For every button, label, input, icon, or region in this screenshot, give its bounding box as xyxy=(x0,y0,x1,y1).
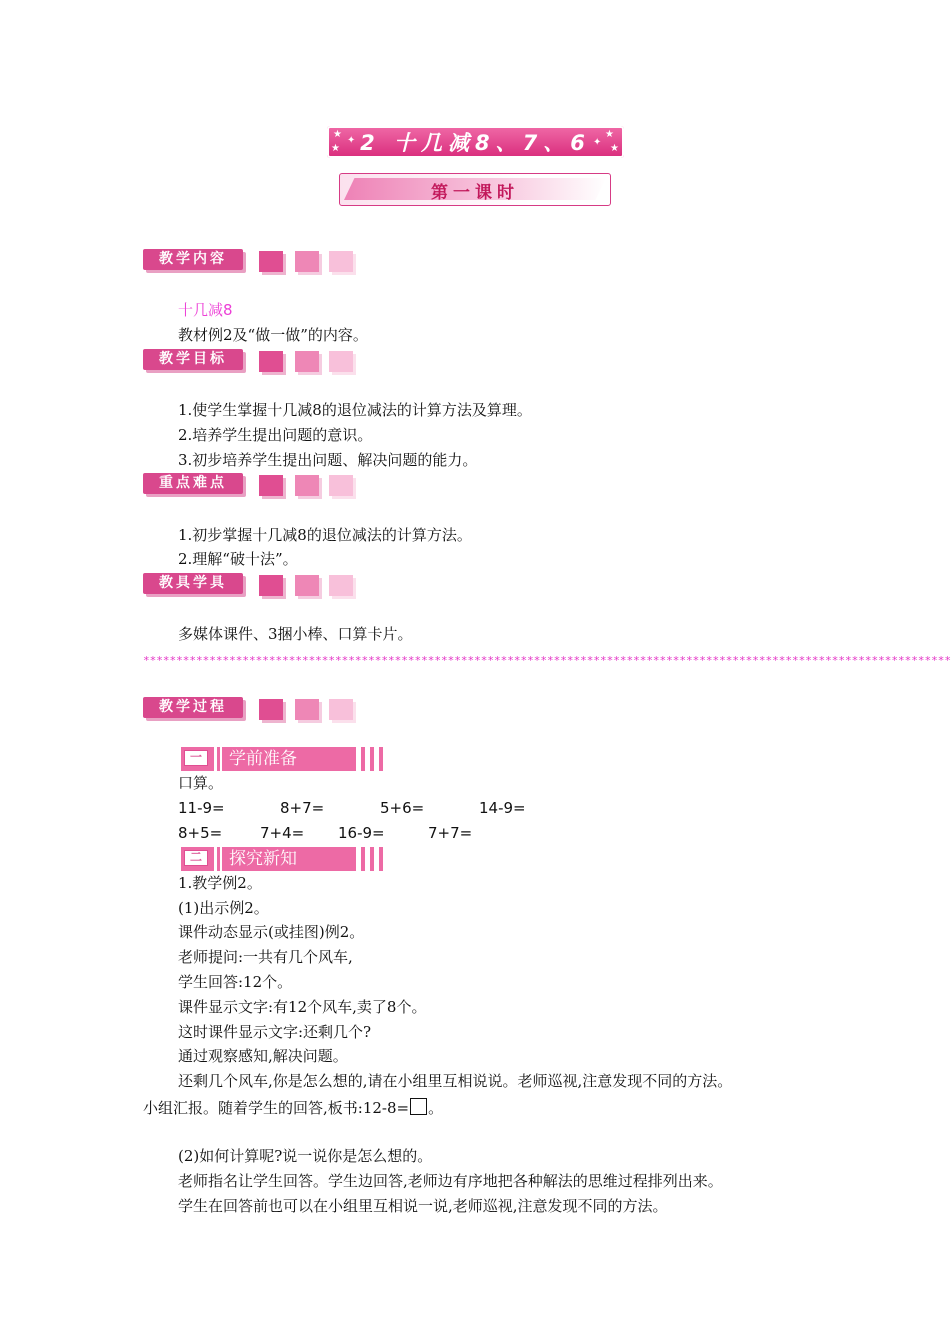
step-title: 学前准备 xyxy=(229,749,297,769)
oral-calc-item: 8+7= xyxy=(280,799,325,817)
step2-line: 课件显示文字:有12个风车,卖了8个。 xyxy=(178,998,427,1016)
oral-calc-item: 8+5= xyxy=(178,824,223,842)
step2-line: 老师提问:一共有几个风车, xyxy=(178,948,353,966)
goal-item: 3.初步培养学生提出问题、解决问题的能力。 xyxy=(178,451,478,469)
decor-square xyxy=(295,251,319,272)
star-icon: ★ xyxy=(610,143,625,154)
oral-calc-item: 5+6= xyxy=(380,799,425,817)
step1-intro: 口算。 xyxy=(178,774,224,792)
star-icon: ★ xyxy=(331,143,346,154)
step-number: 二 xyxy=(184,850,208,866)
goal-item: 1.使学生掌握十几减8的退位减法的计算方法及算理。 xyxy=(178,401,532,419)
step2-line: 这时课件显示文字:还剩几个? xyxy=(178,1023,372,1041)
section-label: 教学内容 xyxy=(143,249,243,270)
step2-paragraph: 还剩几个风车,你是怎么想的,请在小组里互相说说。老师巡视,注意发现不同的方法。 xyxy=(178,1072,733,1090)
decor-square xyxy=(329,351,353,372)
lesson-label-box xyxy=(339,173,611,206)
section-label: 重点难点 xyxy=(143,473,243,494)
content-text: 教材例2及“做一做”的内容。 xyxy=(178,326,368,344)
star-icon: ✦ xyxy=(347,135,362,146)
oral-calc-item: 16-9= xyxy=(338,824,385,842)
decor-square xyxy=(295,475,319,496)
section-label: 教具学具 xyxy=(143,573,243,594)
step-title: 探究新知 xyxy=(229,849,297,869)
step2-line: 学生在回答前也可以在小组里互相说一说,老师巡视,注意发现不同的方法。 xyxy=(178,1197,668,1215)
step2-line: 课件动态显示(或挂图)例2。 xyxy=(178,923,365,941)
decor-square xyxy=(259,251,283,272)
chapter-title: 2 十几减8、7、6 xyxy=(360,131,591,155)
decor-square xyxy=(329,575,353,596)
star-icon: ✦ xyxy=(593,137,608,148)
decor-square xyxy=(295,351,319,372)
goal-item: 2.培养学生提出问题的意识。 xyxy=(178,426,373,444)
step-header-1 xyxy=(181,747,400,771)
content-subtitle: 十几减8 xyxy=(178,301,233,319)
lesson-label: 第一课时 xyxy=(431,183,519,203)
step2-line: 通过观察感知,解决问题。 xyxy=(178,1047,348,1065)
step2-line: 1.教学例2。 xyxy=(178,874,262,892)
decor-square xyxy=(329,475,353,496)
section-label: 教学目标 xyxy=(143,349,243,370)
decor-square xyxy=(295,699,319,720)
section-label: 教学过程 xyxy=(143,697,243,718)
star-icon: ★ xyxy=(605,129,620,140)
step2-question: (2)如何计算呢?说一说你是怎么想的。 xyxy=(178,1147,433,1165)
decor-square xyxy=(259,699,283,720)
step2-line: 老师指名让学生回答。学生边回答,老师边有序地把各种解法的思维过程排列出来。 xyxy=(178,1172,723,1190)
oral-calc-item: 14-9= xyxy=(479,799,526,817)
star-divider: ************************************************************************************************************************** xyxy=(143,654,951,667)
decor-square xyxy=(329,699,353,720)
decor-square xyxy=(295,575,319,596)
step2-line: 学生回答:12个。 xyxy=(178,973,293,991)
answer-box xyxy=(410,1098,427,1115)
decor-square xyxy=(259,475,283,496)
decor-square xyxy=(259,351,283,372)
decor-square xyxy=(329,251,353,272)
chapter-title-banner xyxy=(327,126,624,158)
star-icon: ★ xyxy=(333,129,348,140)
oral-calc-item: 11-9= xyxy=(178,799,225,817)
key-item: 1.初步掌握十几减8的退位减法的计算方法。 xyxy=(178,526,472,544)
step-header-2 xyxy=(181,847,400,871)
step2-line: (1)出示例2。 xyxy=(178,899,269,917)
decor-square xyxy=(259,575,283,596)
oral-calc-item: 7+7= xyxy=(428,824,473,842)
step-number: 一 xyxy=(184,750,208,766)
step2-paragraph-cont: 小组汇报。随着学生的回答,板书:12-8= 。 xyxy=(143,1099,444,1117)
oral-calc-item: 7+4= xyxy=(260,824,305,842)
tools-text: 多媒体课件、3捆小棒、口算卡片。 xyxy=(178,625,413,643)
key-item: 2.理解“破十法”。 xyxy=(178,550,298,568)
